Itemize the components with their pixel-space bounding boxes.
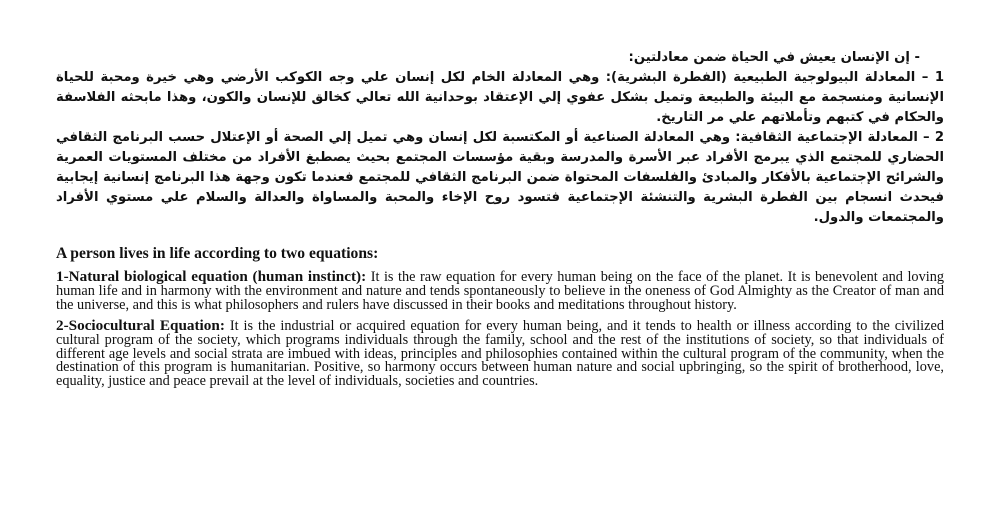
arabic-section: [56, 48, 944, 228]
equation-1-body: It is the raw equation for every human being on the face of the planet. It is benevolent and loving human life and in harmony with the environment and nature and tends spontaneously to believe in the oneness of God Almighty as the Creator of man and the universe, and this is what philosophers and rulers have discussed in their books and meditations throughout history.: [56, 269, 944, 313]
equation-1-heading: 1-Natural biological equation (human instinct):: [56, 268, 367, 285]
english-equation-2: [56, 316, 944, 390]
arabic-equation-2: 2 – المعادلة الإجتماعية الثقافية: وهي المعادلة الصناعية أو المكتسبة لكل إنسان وهي تميل إلي الصحة أو الإعتلال حسب البرنامج الثقافي الحضاري للمجتمع الذي يبرمج الأفراد عبر الأسرة والمدرسة وبقية مؤسسات المجتمع بحيث يصطبغ الأفراد من مختلف المستويات العمرية والشرائح الإجتماعية بالأفكار والمبادئ والفلسفات المحتواة ضمن البرنامج الثقافي للمجتمع فعندما تكون وجهة هذا البرنامج إنسانية إيجابية فيحدث انسجام بين الفطرة البشرية والتنشئة الإجتماعية فتسود روح الإخاء والمحبة والمساواة والعدالة والسلام علي مستوي الأفراد والمجتمعات والدول.: [56, 130, 944, 225]
english-intro: A person lives in life according to two equations:: [56, 245, 379, 262]
english-section: [56, 244, 944, 395]
equation-2-body: It is the industrial or acquired equation for every human being, and it tends to health or illness according to the civilized cultural program of the society, which programs individuals through the family, school and the rest of the institutions of society, so that individuals of different age levels and social strata are imbued with ideas, principles and philosophies contained within the cultural program of the community, when the destination of this program is humanitarian. Positive, so harmony occurs between human nature and social upbringing, so the spirit of brotherhood, love, equality, justice and peace prevail at the level of individuals, societies and countries.: [56, 317, 944, 390]
equation-2-heading: 2-Sociocultural Equation:: [56, 316, 225, 334]
english-equation-1: [56, 270, 944, 313]
arabic-equation-1: 1 – المعادلة البيولوجية الطبيعية (الفطرة البشرية): وهي المعادلة الخام لكل إنسان علي وجه الكوكب الأرضي وهي خيرة ومحبة للحياة الإنسانية ومنسجمة مع البيئة والطبيعة وتميل بشكل عفوي إلي الإعتقاد بوحدانية الله تعالي كخالق للإنسان والكون، وهذا مابحثه الفلاسفة والحكام في كتبهم وتأملاتهم علي مر التاريخ.: [56, 70, 944, 125]
arabic-intro: - إن الإنسان يعيش في الحياة ضمن معادلتين:: [628, 50, 920, 65]
